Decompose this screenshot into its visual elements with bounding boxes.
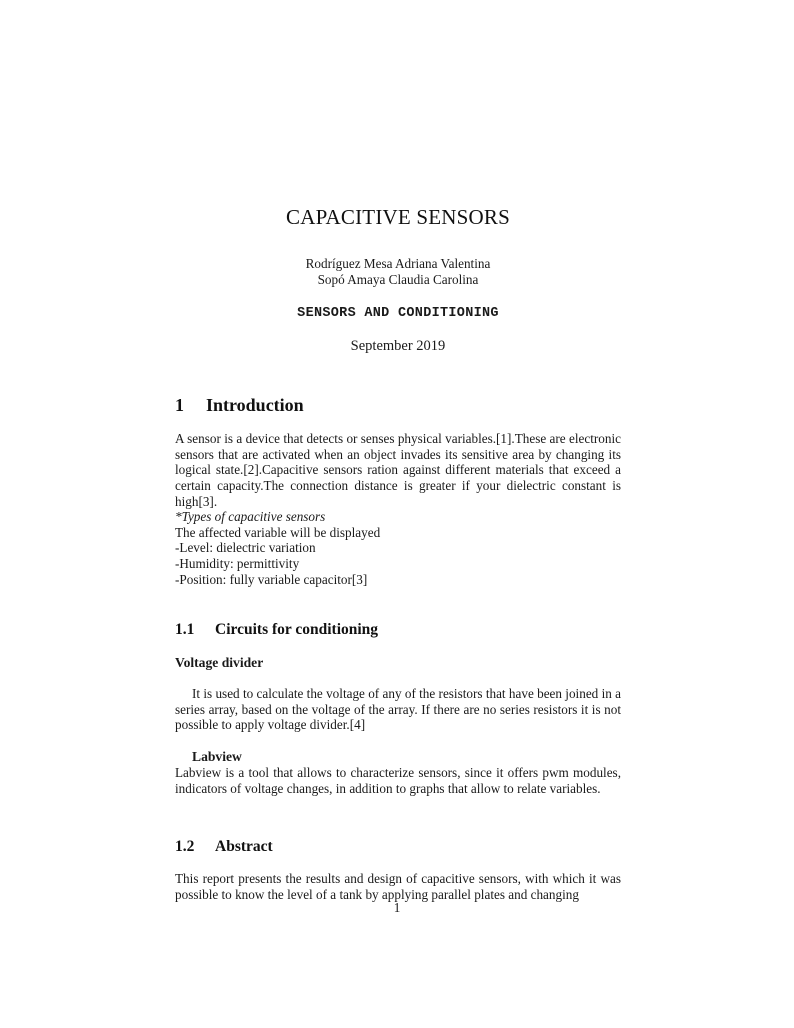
paper-content [175,0,621,902]
author-2: Sopó Amaya Claudia Carolina [317,271,479,287]
page-number: 1 [393,900,401,915]
list-item-humidity: -Humidity: permittivity [175,555,300,571]
section-heading-abstract [175,838,621,856]
voltage-divider-paragraph: It is used to calculate the voltage of any of the resistors that have been joined in a series array, based on the voltage of the array. If there are no series resistors it is not possible to apply voltage divider.[4] [175,686,621,733]
author-block [175,256,621,287]
paper-title: CAPACITIVE SENSORS [286,205,510,229]
labview-heading: Labview [192,748,242,764]
section-heading-introduction [175,395,621,416]
section-number: 1.2 [175,838,195,856]
list-item-level: -Level: dielectric variation [175,540,316,556]
introduction-paragraph: A sensor is a device that detects or senses physical variables.[1].These are electronic sensors that are activated when an object invades its sensitive area by changing its logical state.[2].Capacitive sensors ration against different materials that exceed a certain capacity.The connection distance is greater if your dielectric constant is high[3]. [175,431,621,509]
section-number: 1 [175,395,184,416]
course-name: SENSORS AND CONDITIONING [297,306,499,322]
section-number: 1.1 [175,621,195,639]
author-1: Rodríguez Mesa Adriana Valentina [305,256,491,271]
paper-date: September 2019 [350,338,446,355]
section-heading-circuits [175,621,621,639]
list-item-position: -Position: fully variable capacitor[3] [175,571,368,587]
labview-paragraph: Labview is a tool that allows to characterize sensors, since it offers pwm modules, indicators of voltage changes, in addition to graphs that allow to relate variables. [175,764,621,796]
types-of-sensors-line: *Types of capacitive sensors [175,509,326,525]
abstract-paragraph: This report presents the results and design of capacitive sensors, with which it was possible to know the level of a tank by applying parallel plates and changing [175,871,621,902]
voltage-divider-heading: Voltage divider [175,655,264,671]
section-title: Introduction [206,395,304,416]
section-title: Circuits for conditioning [215,621,379,639]
section-title: Abstract [215,838,273,856]
affected-variable-line: The affected variable will be displayed [175,524,381,540]
